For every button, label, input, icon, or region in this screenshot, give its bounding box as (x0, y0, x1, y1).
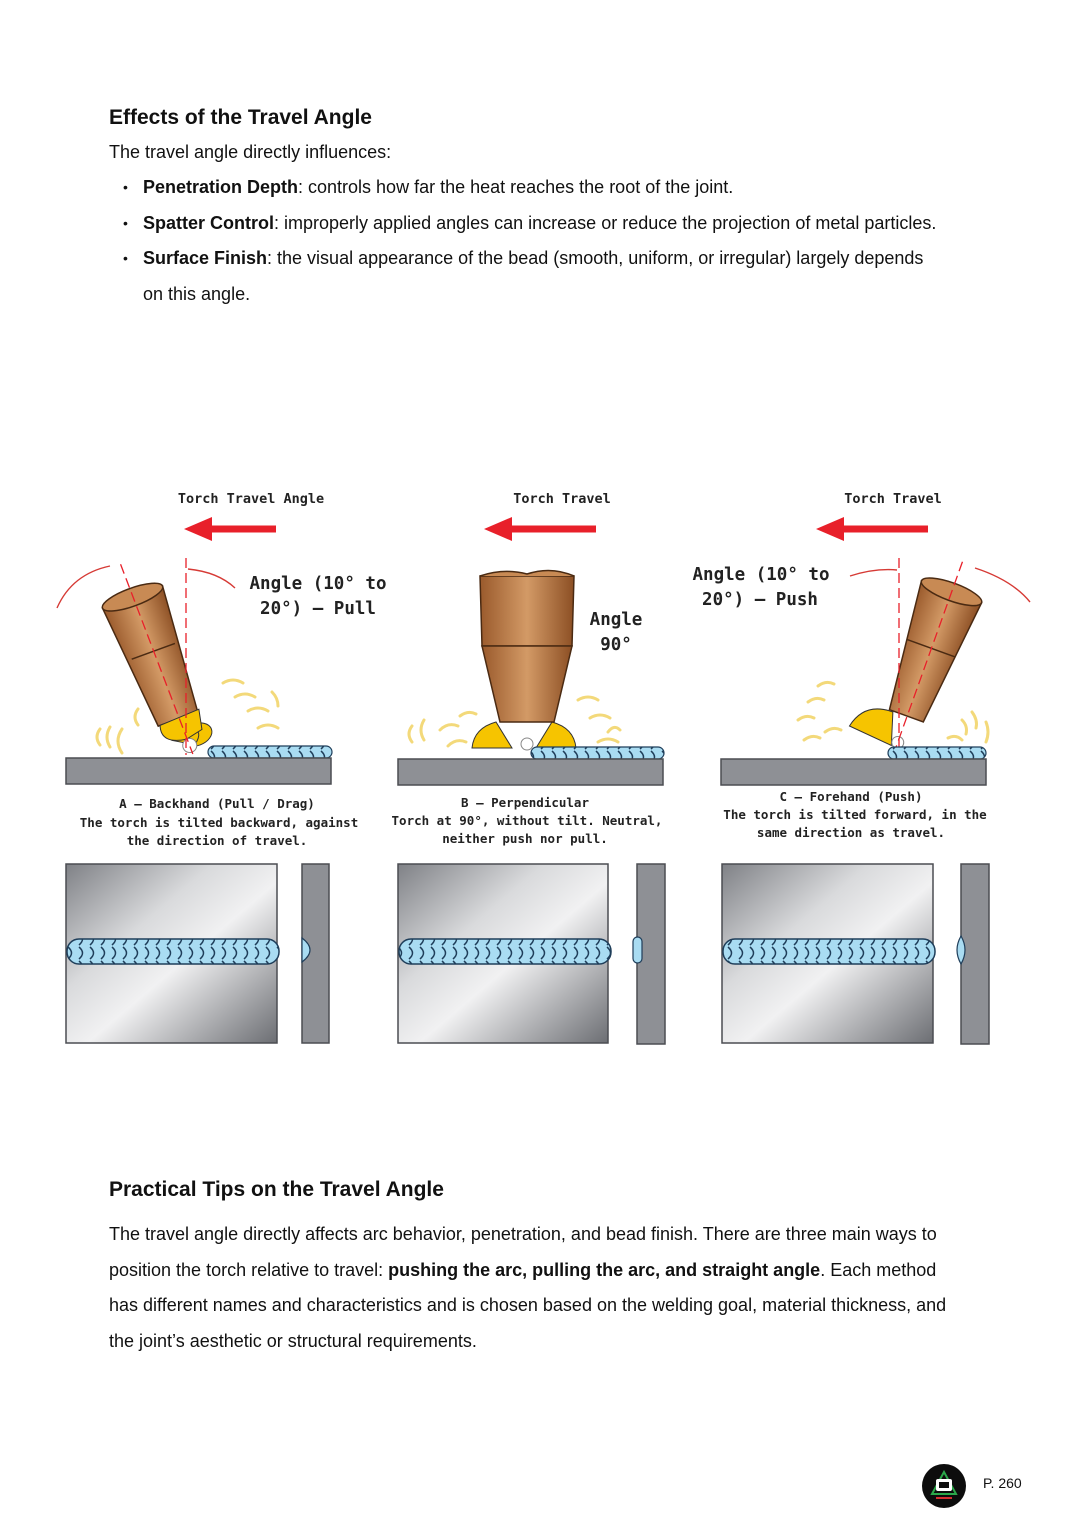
angle-label: 20°) – Pull (260, 599, 376, 619)
caption-text: the direction of travel. (126, 833, 308, 848)
tips-text: . Each method has different names and characteristics and is chosen based on the welding goal, material thickness, and the joint’s aesthetic or structural requirements. (109, 1259, 947, 1351)
bullet-term: Penetration Depth (143, 177, 299, 197)
effects-list (109, 170, 939, 312)
travel-angle-figure (0, 470, 1086, 1070)
angle-label: 90° (600, 635, 632, 655)
panel-header: Torch Travel (513, 491, 611, 507)
weld-bead (531, 747, 664, 759)
bullet-text: : improperly applied angles can increase or reduce the projection of metal particles. (274, 212, 937, 233)
panel-header: Torch Travel (844, 491, 942, 507)
base-plate (721, 759, 986, 785)
caption-title: C – Forehand (Push) (779, 789, 923, 804)
caption-title: B – Perpendicular (461, 795, 589, 810)
caption-text: neither push nor pull. (442, 831, 608, 846)
tips-paragraph (109, 1217, 969, 1359)
bullet-term: Surface Finish (143, 248, 268, 268)
angle-label: Angle (10° to (692, 565, 830, 585)
base-plate (398, 759, 663, 785)
caption-text: same direction as travel. (756, 825, 946, 840)
tips-text: The travel angle directly affects arc behavior, penetration, and bead finish. There are three main ways to position the torch relative to travel: (109, 1224, 937, 1280)
angle-label: Angle (10° to (249, 574, 387, 594)
list-item (109, 170, 939, 206)
intro-text: The travel angle directly influences: (109, 142, 392, 162)
tips-bold: pushing the arc, pulling the arc, and straight angle (388, 1259, 821, 1280)
weld-bead (208, 746, 332, 758)
page-number: P. 260 (983, 1475, 1022, 1491)
panel-backhand (57, 491, 386, 1043)
bead-top-view (67, 939, 279, 964)
angle-arc-icon (188, 569, 235, 588)
bead-profile (633, 937, 642, 963)
section-title-effects: Effects of the Travel Angle (109, 106, 372, 129)
travel-arrow-icon (816, 517, 928, 541)
bullet-text: : the visual appearance of the bead (smooth, uniform, or irregular) largely depends on this angle. (143, 248, 924, 304)
bullet-text: : controls how far the heat reaches the root of the joint. (298, 177, 734, 197)
torch-icon (90, 553, 220, 766)
caption-text: Torch at 90°, without tilt. Neutral, (391, 813, 663, 828)
welding-badge-icon (921, 1463, 967, 1509)
angle-arc-icon (975, 568, 1030, 602)
angle-label: 20°) – Push (702, 590, 818, 610)
torch-icon (472, 570, 576, 750)
travel-arrow-icon (484, 517, 596, 541)
caption-text: The torch is tilted forward, in the (723, 807, 987, 822)
section-title-tips: Practical Tips on the Travel Angle (109, 1178, 444, 1201)
panel-header: Torch Travel Angle (177, 491, 325, 507)
bead-top-view (399, 939, 611, 964)
angle-arc-icon (850, 570, 897, 576)
list-item (109, 206, 939, 242)
panel-forehand (693, 491, 1030, 1044)
weld-bead (888, 747, 986, 759)
caption-title: A – Backhand (Pull / Drag) (119, 796, 315, 811)
angle-label: Angle (589, 610, 643, 630)
panel-perpendicular (392, 491, 665, 1044)
travel-arrow-icon (184, 517, 276, 541)
torch-icon (847, 545, 992, 761)
bullet-term: Spatter Control (143, 212, 275, 233)
bead-top-view (723, 939, 935, 964)
list-item (109, 241, 939, 312)
base-plate (66, 758, 331, 784)
caption-text: The torch is tilted backward, against (79, 815, 359, 830)
angle-arc-icon (57, 566, 110, 608)
